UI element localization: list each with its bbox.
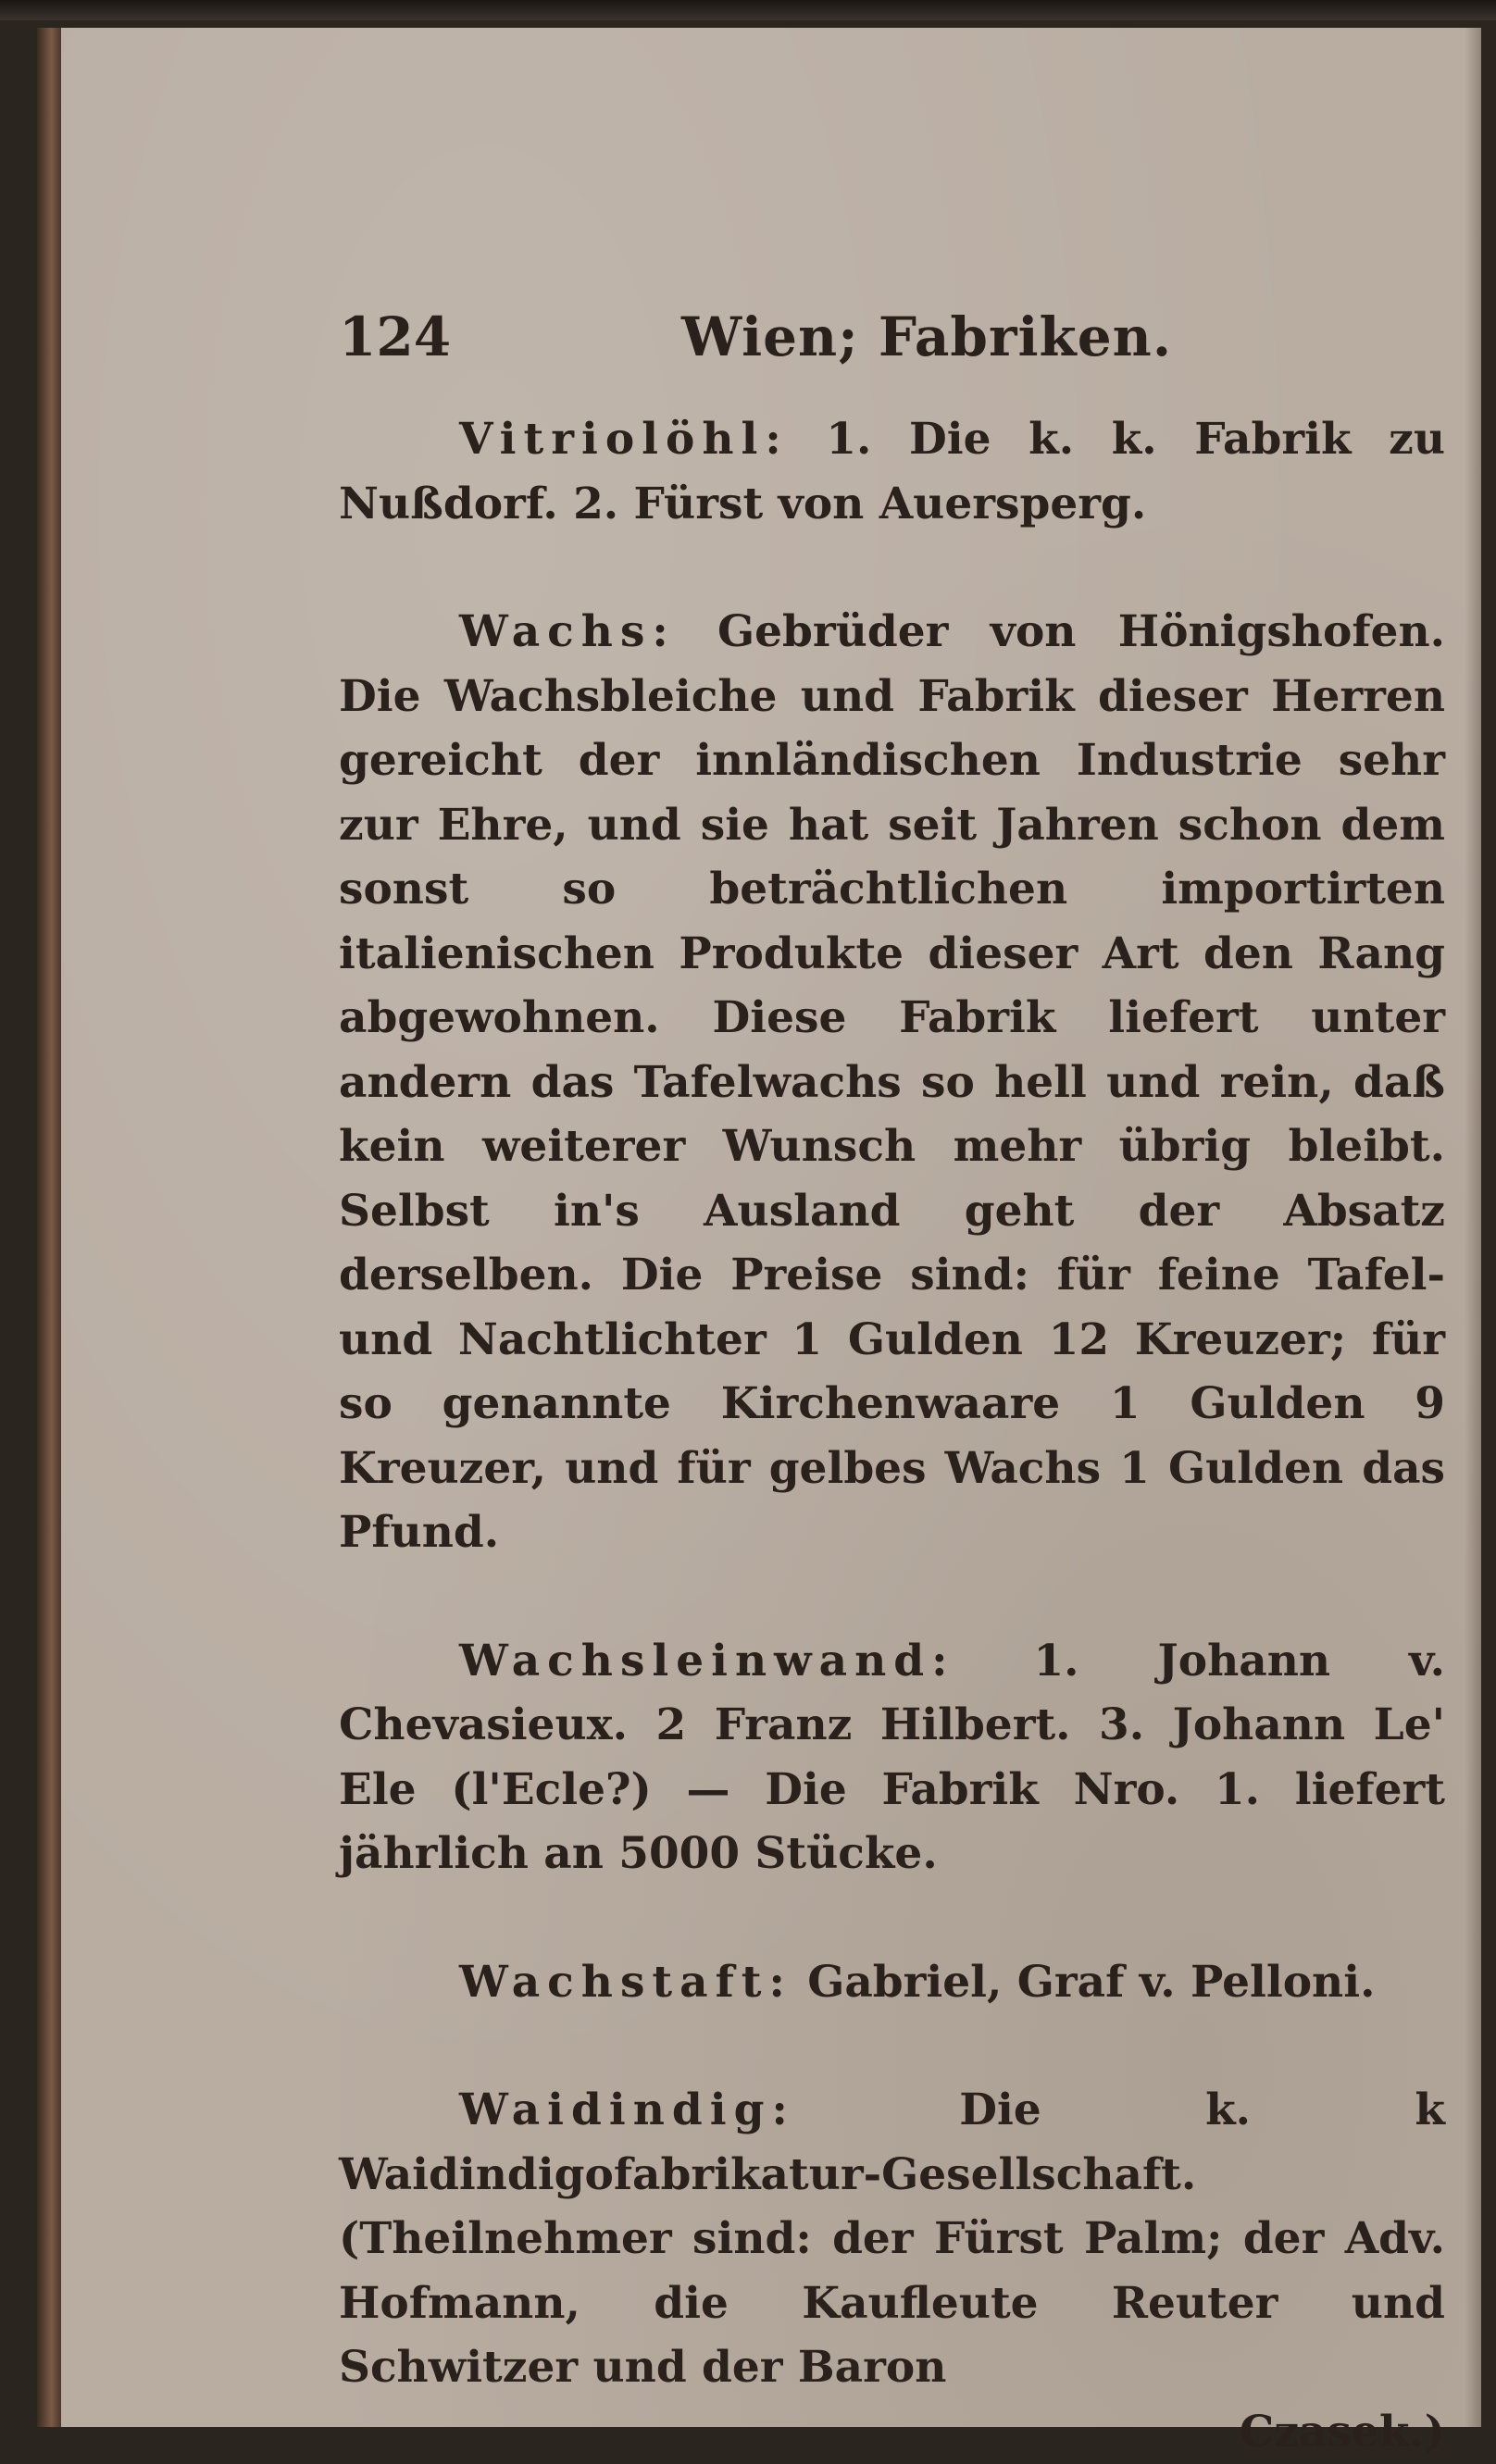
entry-term: Vitriolöhl: bbox=[459, 414, 789, 465]
entry-term: Wachstaft: bbox=[459, 1957, 792, 2008]
entry-wachs bbox=[339, 600, 1445, 1565]
entry-last-line: Czasek.) bbox=[339, 2400, 1445, 2464]
page-header bbox=[339, 305, 1431, 380]
page-edge-shading bbox=[1465, 28, 1481, 2427]
entry-wachstaft bbox=[339, 1950, 1445, 2015]
entry-text: Gabriel, Graf v. Pelloni. bbox=[792, 1957, 1376, 2008]
entry-term: Wachs: bbox=[459, 606, 676, 657]
entry-term: Wachsleinwand: bbox=[459, 1636, 954, 1686]
running-title: Wien; Fabriken. bbox=[681, 305, 1172, 368]
entry-waidindig bbox=[339, 2078, 1445, 2464]
page-number: 124 bbox=[339, 305, 451, 368]
entry-text: 1. Die k. k. Fabrik zu Nußdorf. 2. Fürst von Auersperg. bbox=[339, 414, 1445, 529]
book-page bbox=[37, 28, 1481, 2427]
entry-term: Waidindig: bbox=[459, 2084, 795, 2135]
entry-text: Gebrüder von Hönigshofen. Die Wachsbleiche und Fabrik dieser Herren gereicht der innländischen Industrie sehr zur Ehre, und sie hat seit Jahren schon dem sonst so beträchtlichen importirten italienischen Produkte dieser Art den Rang abgewohnen. Diese Fabrik liefert unter andern das Tafelwachs so hell und rein, daß kein weiterer Wunsch mehr übrig bleibt. Selbst in's Ausland geht der Absatz derselben. Die Preise sind: für feine Tafel- und Nachtlichter 1 Gulden 12 Kreuzer; für so genannte Kirchenwaare 1 Gulden 9 Kreuzer, und für gelbes Wachs 1 Gulden das Pfund. bbox=[339, 606, 1445, 1558]
entry-text: 1. Johann v. Chevasieux. 2 Franz Hilbert. 3. Johann Le' Ele (l'Ecle?) — Die Fabrik Nro. 1. liefert jährlich an 5000 Stücke. bbox=[339, 1636, 1445, 1880]
page-body bbox=[339, 407, 1445, 2464]
entry-text: Die k. k Waidindigofabrikatur-Gesellschaft. (Theilnehmer sind: der Fürst Palm; der Adv. Hofmann, die Kaufleute Reuter und Schwitzer und der Baron bbox=[339, 2084, 1445, 2393]
entry-vitriolohl bbox=[339, 407, 1445, 536]
top-shadow bbox=[0, 0, 1496, 20]
entry-wachsleinwand bbox=[339, 1629, 1445, 1886]
